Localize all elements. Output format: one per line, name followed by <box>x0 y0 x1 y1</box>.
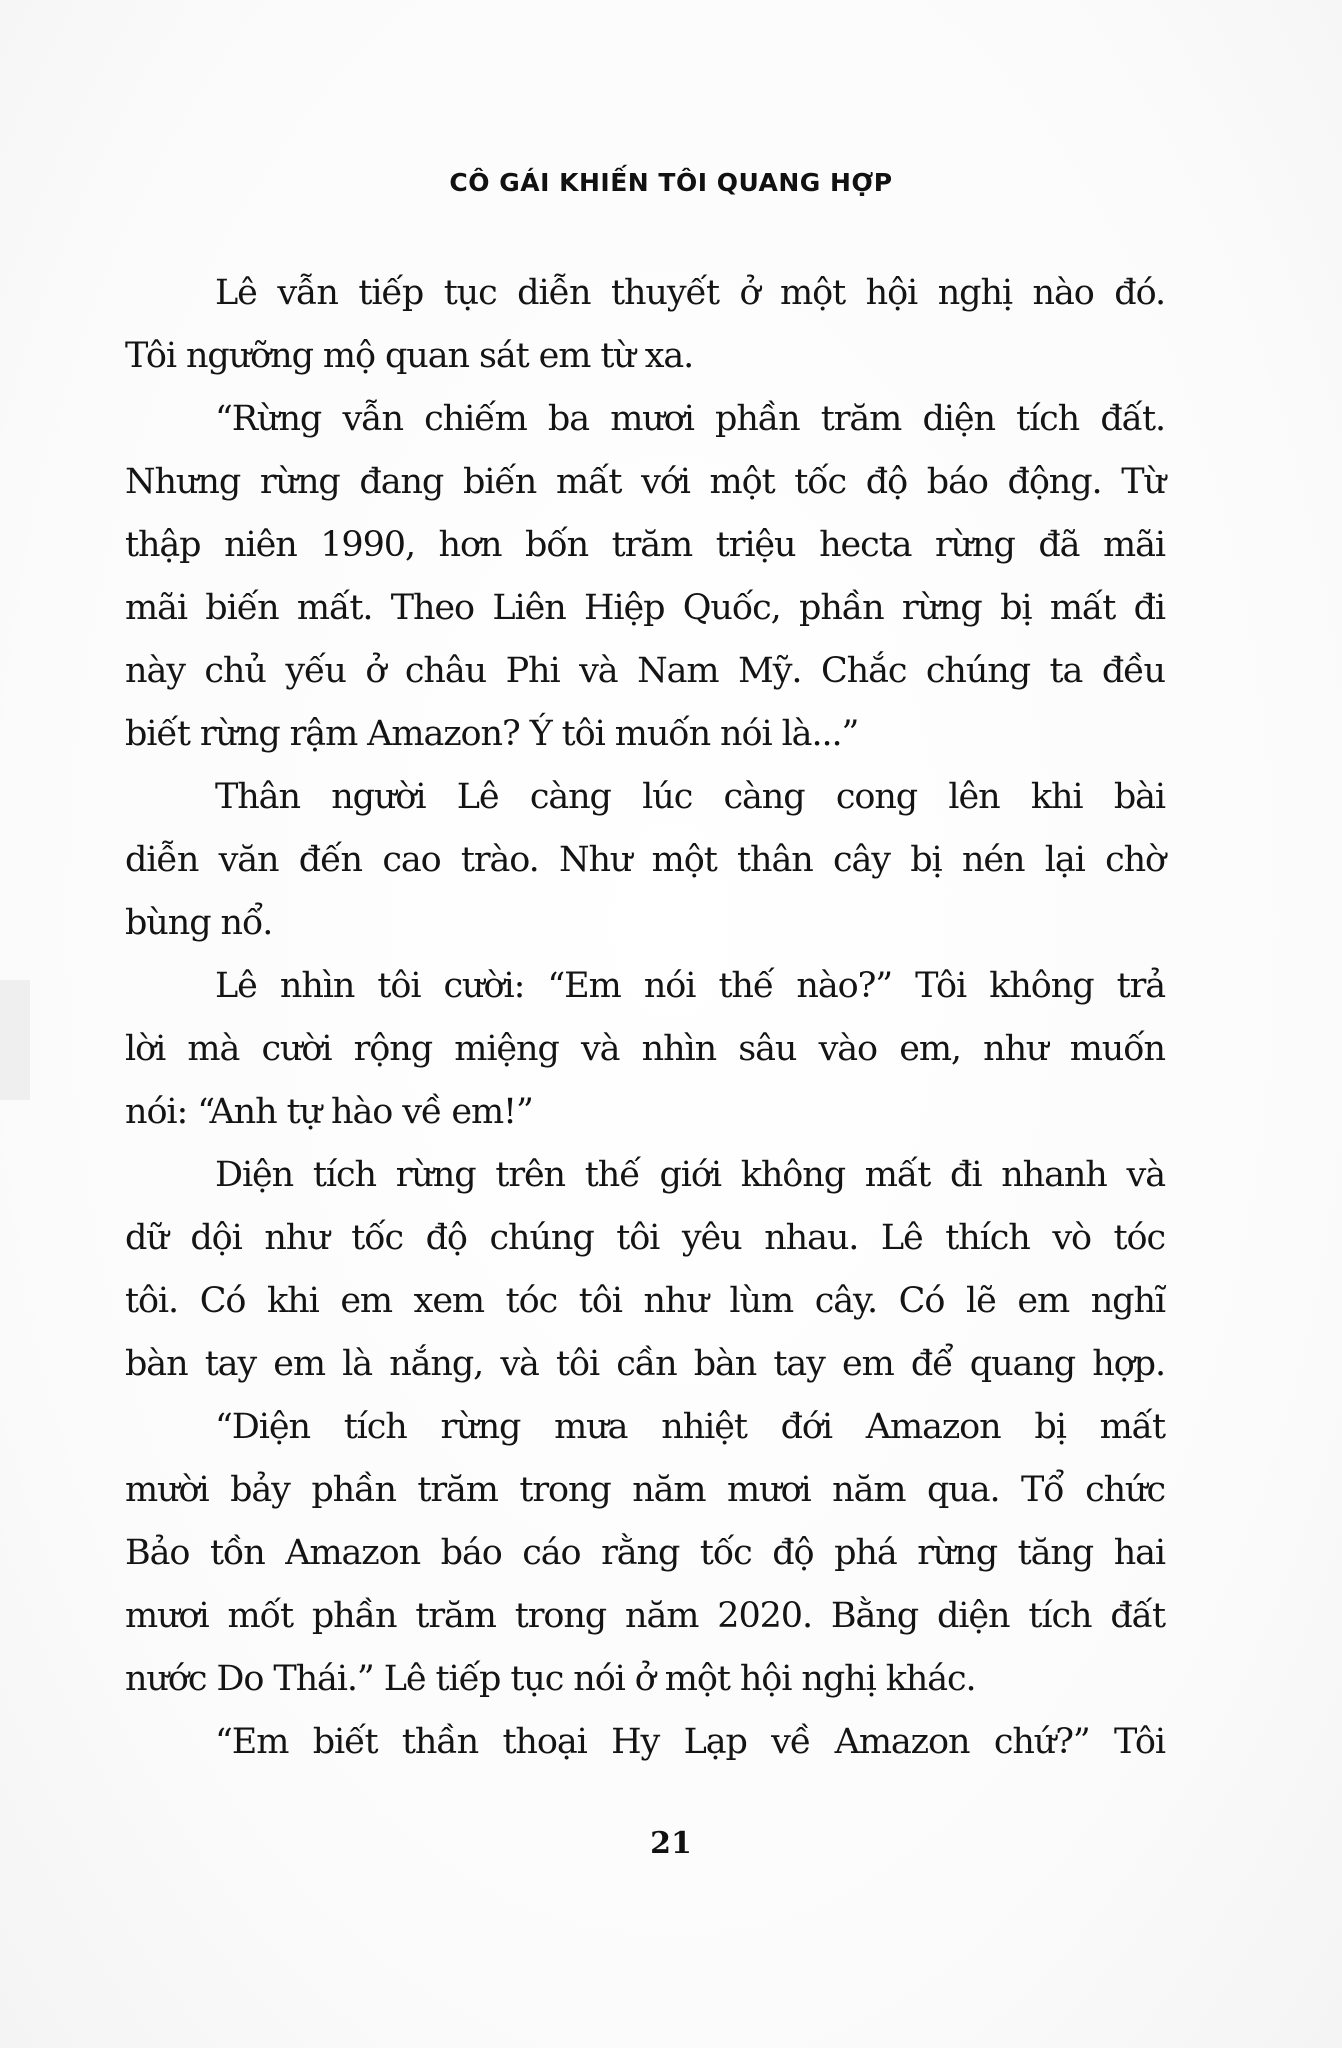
paragraph <box>125 766 1165 955</box>
text-line: Lê nhìn tôi cười: “Em nói thế nào?” Tôi không trả <box>215 966 1165 1006</box>
text-line: nói: “Anh tự hào về em!” <box>125 1092 533 1132</box>
paragraph <box>125 1144 1165 1396</box>
scan-edge-shadow <box>0 980 30 1100</box>
paragraph <box>125 1711 1165 1774</box>
text-line: mười bảy phần trăm trong năm mươi năm qua. Tổ chức <box>125 1470 1165 1510</box>
paragraph <box>125 1396 1165 1711</box>
text-line: bàn tay em là nắng, và tôi cần bàn tay em để quang hợp. <box>125 1344 1165 1384</box>
text-line: dữ dội như tốc độ chúng tôi yêu nhau. Lê thích vò tóc <box>125 1218 1165 1258</box>
page-number: 21 <box>650 1826 692 1861</box>
text-line: Lê vẫn tiếp tục diễn thuyết ở một hội nghị nào đó. <box>215 273 1165 313</box>
text-line: “Diện tích rừng mưa nhiệt đới Amazon bị mất <box>215 1407 1165 1447</box>
text-line: mươi mốt phần trăm trong năm 2020. Bằng diện tích đất <box>125 1596 1165 1636</box>
text-line: Diện tích rừng trên thế giới không mất đi nhanh và <box>215 1155 1165 1195</box>
text-line: nước Do Thái.” Lê tiếp tục nói ở một hội nghị khác. <box>125 1659 976 1699</box>
text-line: thập niên 1990, hơn bốn trăm triệu hecta rừng đã mãi <box>125 525 1165 565</box>
text-line: tôi. Có khi em xem tóc tôi như lùm cây. Có lẽ em nghĩ <box>125 1281 1165 1321</box>
text-line: biết rừng rậm Amazon? Ý tôi muốn nói là...” <box>125 714 859 754</box>
running-head: CÔ GÁI KHIẾN TÔI QUANG HỢP <box>449 168 893 197</box>
text-line: diễn văn đến cao trào. Như một thân cây bị nén lại chờ <box>125 840 1165 880</box>
text-line: lời mà cười rộng miệng và nhìn sâu vào em, như muốn <box>125 1029 1165 1069</box>
text-line: Nhưng rừng đang biến mất với một tốc độ báo động. Từ <box>125 462 1165 502</box>
text-line: bùng nổ. <box>125 903 273 943</box>
paragraph <box>125 955 1165 1144</box>
text-line: “Rừng vẫn chiếm ba mươi phần trăm diện tích đất. <box>215 399 1165 439</box>
text-line: “Em biết thần thoại Hy Lạp về Amazon chứ?” Tôi <box>215 1722 1165 1762</box>
body-text <box>125 262 1165 1774</box>
paragraph <box>125 388 1165 766</box>
text-line: mãi biến mất. Theo Liên Hiệp Quốc, phần rừng bị mất đi <box>125 588 1165 628</box>
paragraph <box>125 262 1165 388</box>
text-line: này chủ yếu ở châu Phi và Nam Mỹ. Chắc chúng ta đều <box>125 651 1165 691</box>
text-line: Tôi ngưỡng mộ quan sát em từ xa. <box>125 336 694 376</box>
text-line: Bảo tồn Amazon báo cáo rằng tốc độ phá rừng tăng hai <box>125 1533 1165 1573</box>
text-line: Thân người Lê càng lúc càng cong lên khi bài <box>215 777 1165 817</box>
